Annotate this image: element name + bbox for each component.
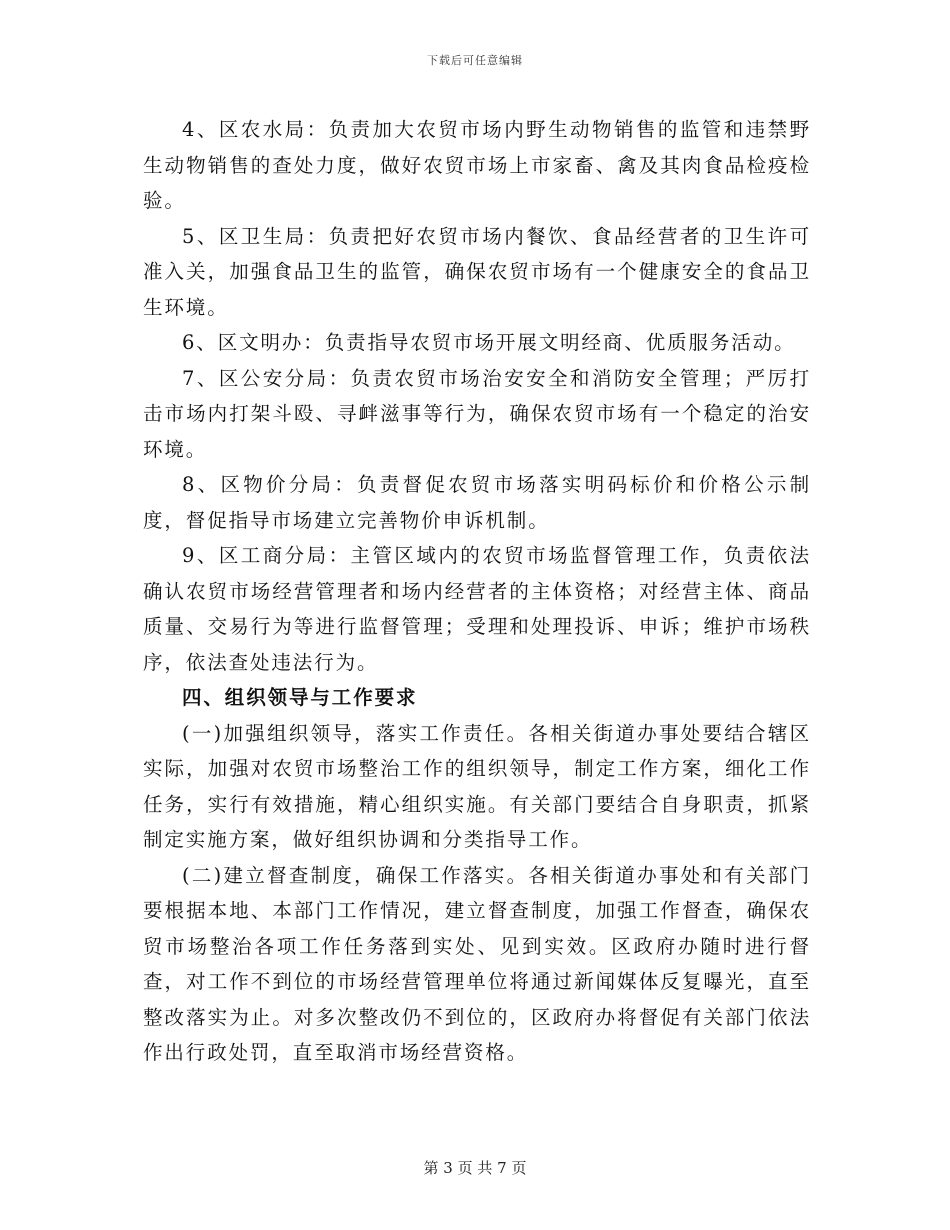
paragraph-item-7: 7、区公安分局：负责农贸市场治安安全和消防安全管理；严厉打击市场内打架斗殴、寻衅滋事等行为，确保农贸市场有一个稳定的治安环境。 xyxy=(143,366,811,461)
page-header-note: 下载后可任意编辑 xyxy=(427,54,523,67)
section-paragraph-1: (一)加强组织领导，落实工作责任。各相关街道办事处要结合辖区实际，加强对农贸市场整治工作的组织领导，制定工作方案，细化工作任务，实行有效措施，精心组织实施。有关部门要结合自身职责，抓紧制定实施方案，做好组织协调和分类指导工作。 xyxy=(143,721,811,851)
page-number-footer: 第 3 页 共 7 页 xyxy=(423,1159,527,1177)
paragraph-item-5: 5、区卫生局：负责把好农贸市场内餐饮、食品经营者的卫生许可准入关，加强食品卫生的监管，确保农贸市场有一个健康安全的食品卫生环境。 xyxy=(143,224,811,319)
section-paragraph-2: (二)建立督查制度，确保工作落实。各相关街道办事处和有关部门要根据本地、本部门工作情况，建立督查制度，加强工作督查，确保农贸市场整治各项工作任务落到实处、见到实效。区政府办随时进行督查，对工作不到位的市场经营管理单位将通过新闻媒体反复曝光，直至整改落实为止。对多次整改仍不到位的，区政府办将督促有关部门依法作出行政处罚，直至取消市场经营资格。 xyxy=(143,863,811,1064)
paragraph-item-6: 6、区文明办：负责指导农贸市场开展文明经商、优质服务活动。 xyxy=(182,331,796,354)
paragraph-item-8: 8、区物价分局：负责督促农贸市场落实明码标价和价格公示制度，督促指导市场建立完善物价申诉机制。 xyxy=(143,473,811,532)
paragraph-item-9: 9、区工商分局：主管区域内的农贸市场监督管理工作，负责依法确认农贸市场经营管理者和场内经营者的主体资格；对经营主体、商品质量、交易行为等进行监督管理；受理和处理投诉、申诉；维护市场秩序，依法查处违法行为。 xyxy=(143,544,811,674)
paragraph-item-4: 4、区农水局：负责加大农贸市场内野生动物销售的监管和违禁野生动物销售的查处力度，做好农贸市场上市家畜、禽及其肉食品检疫检验。 xyxy=(143,118,811,212)
section-heading: 四、组织领导与工作要求 xyxy=(182,686,418,709)
document-body xyxy=(143,112,811,1071)
